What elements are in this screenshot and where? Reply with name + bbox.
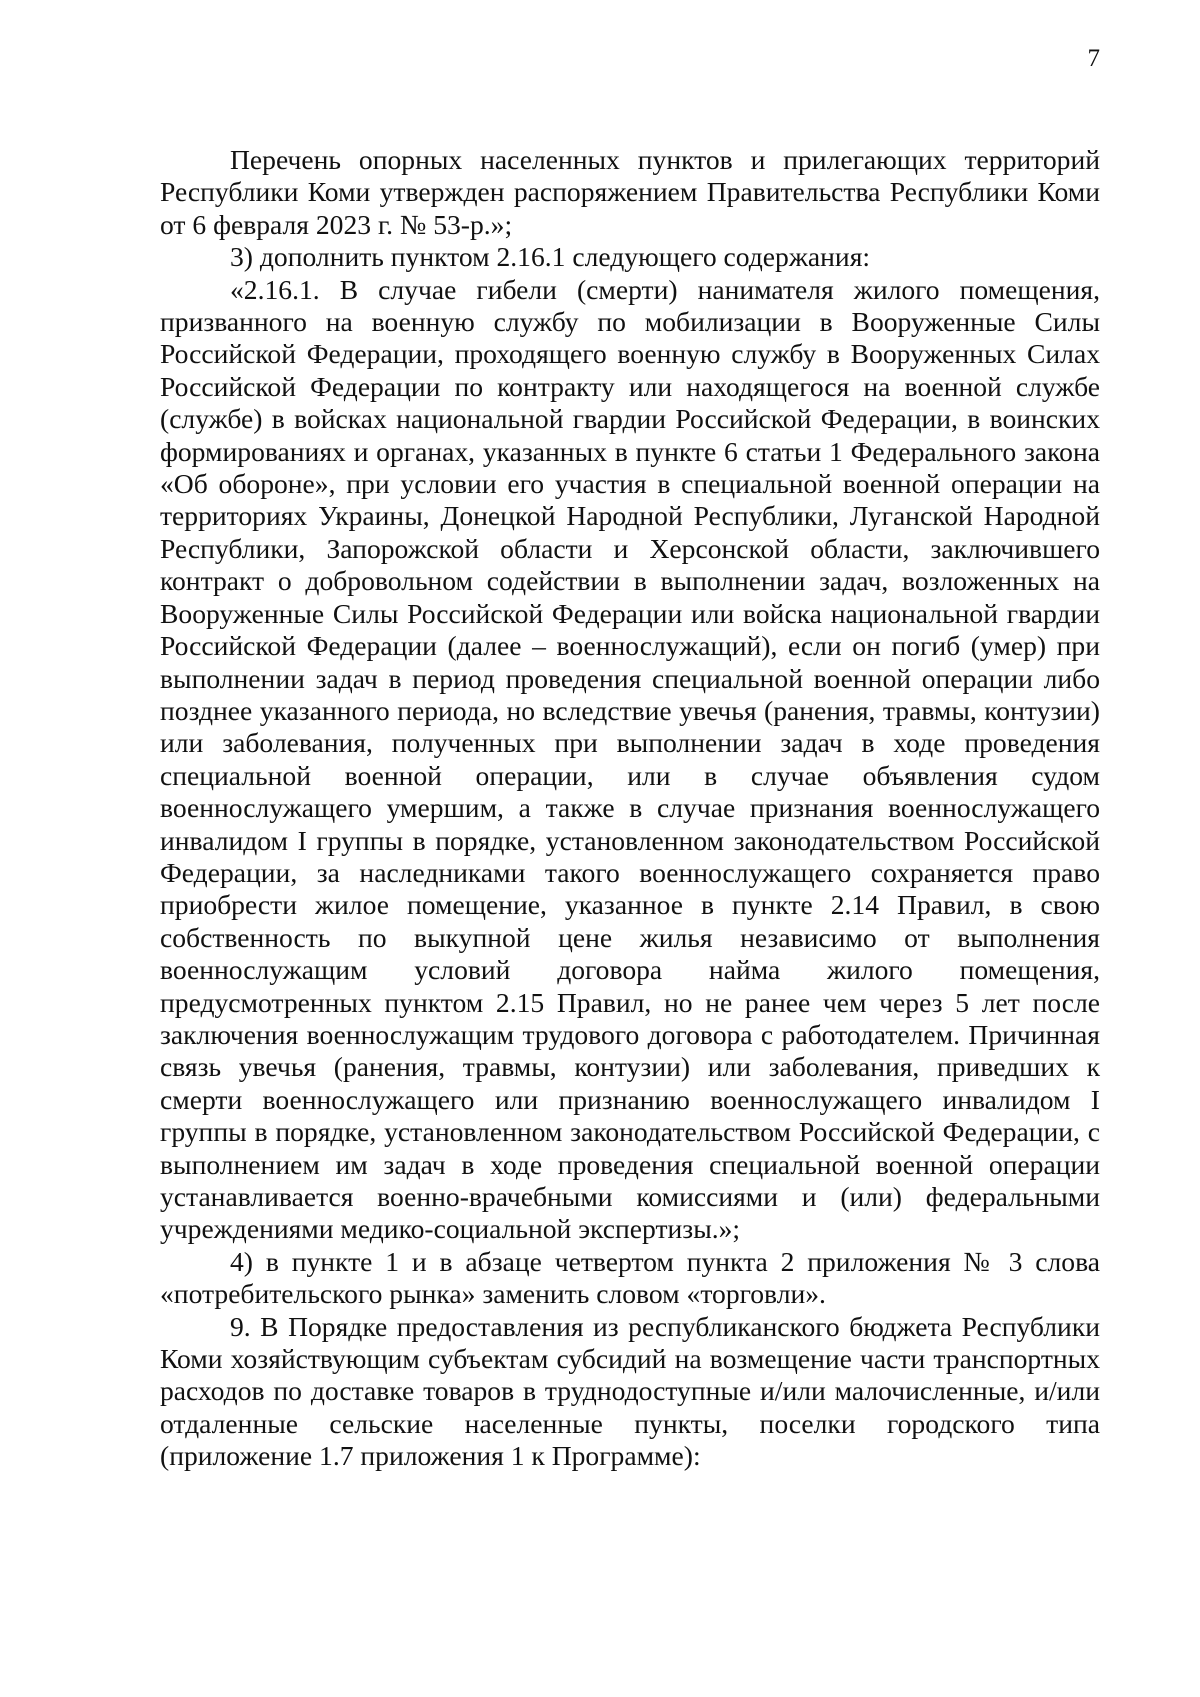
paragraph-item-4: 4) в пункте 1 и в абзаце четвертом пункта 2 приложения № 3 слова «потребительского рынка» заменить словом «торговли». [160,1245,1100,1310]
page-number: 7 [1087,45,1100,72]
paragraph-clause-2-16-1: «2.16.1. В случае гибели (смерти) нанимателя жилого помещения, призванного на военную службу по мобилизации в Вооруженные Силы Российской Федерации, проходящего военную службу в Вооруженных Силах Российской Федерации по контракту или находящегося на военной службе (службе) в войсках национальной гвардии Российской Федерации, в воинских формированиях и органах, указанных в пункте 6 статьи 1 Федерального закона «Об обороне», при условии его участия в специальной военной операции на территориях Украины, Донецкой Народной Республики, Луганской Народной Республики, Запорожской области и Херсонской области, заключившего контракт о добровольном содействии в выполнении задач, возложенных на Вооруженные Силы Российской Федерации или войска национальной гвардии Российской Федерации (далее – военнослужащий), если он погиб (умер) при выполнении задач в период проведения специальной военной операции либо позднее указанного периода, но вследствие увечья (ранения, травмы, контузии) или заболевания, полученных при выполнении задач в ходе проведения специальной военной операции, или в случае объявления судом военнослужащего умершим, а также в случае признания военнослужащего инвалидом I группы в порядке, установленном законодательством Российской Федерации, за наследниками такого военнослужащего сохраняется право приобрести жилое помещение, указанное в пункте 2.14 Правил, в свою собственность по выкупной цене жилья независимо от выполнения военнослужащим условий договора найма жилого помещения, предусмотренных пунктом 2.15 Правил, но не ранее чем через 5 лет после заключения военнослужащим трудового договора с работодателем. Причинная связь увечья (ранения, травмы, контузии) или заболевания, приведших к смерти военнослужащего или признанию военнослужащего инвалидом I группы в порядке, установленном законодательством Российской Федерации, с выполнением им задач в ходе проведения специальной военной операции устанавливается военно-врачебными комиссиями и (или) федеральными учреждениями медико-социальной экспертизы.»; [160,273,1100,1245]
paragraph-settlements-list: Перечень опорных населенных пунктов и прилегающих территорий Республики Коми утвержден распоряжением Правительства Республики Коми от 6 февраля 2023 г. № 53-р.»; [160,144,1100,240]
paragraph-item-3: 3) дополнить пунктом 2.16.1 следующего содержания: [230,241,871,273]
document-body [160,144,1100,1473]
paragraph-item-9: 9. В Порядке предоставления из республиканского бюджета Республики Коми хозяйствующим субъектам субсидий на возмещение части транспортных расходов по доставке товаров в труднодоступные и/или малочисленные, и/или отдаленные сельские населенные пункты, поселки городского типа (приложение 1.7 приложения 1 к Программе): [160,1310,1100,1472]
